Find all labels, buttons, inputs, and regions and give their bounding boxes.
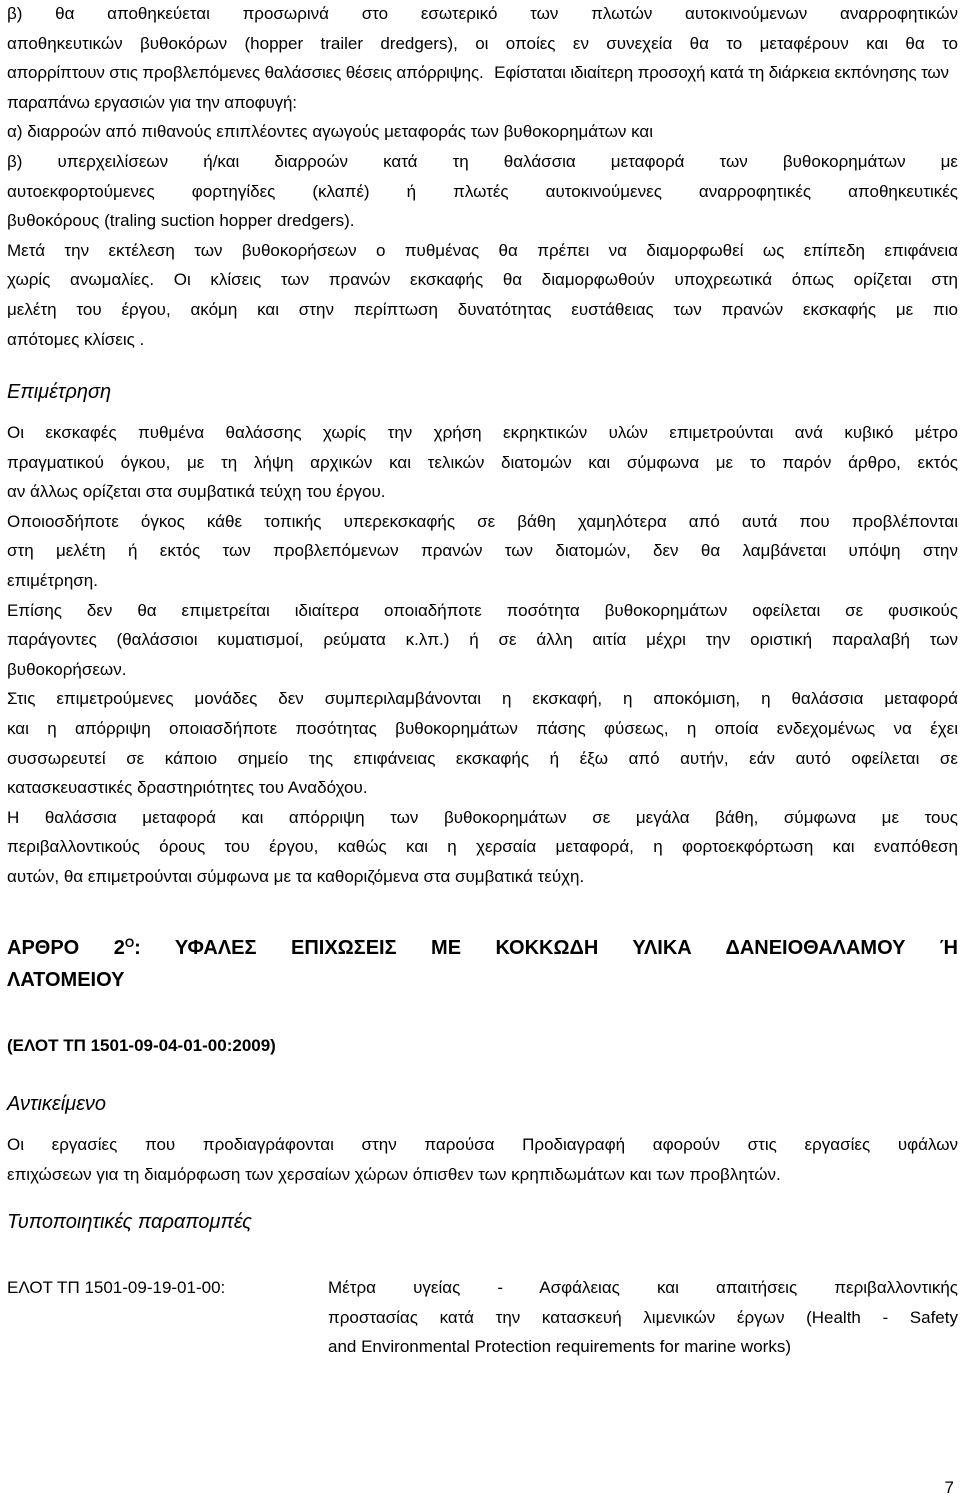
text-line: πραγματικού όγκου, με τη λήψη αρχικών και τελικών διατομών και σύμφωνα με το παρόν άρθρο, εκτός [7,452,958,472]
text-line: αυτών, θα επιμετρούνται σύμφωνα με τα καθοριζόμενα στα συμβατικά τεύχη. [7,866,585,886]
reference-entry [7,1273,958,1362]
text-line: απότομες κλίσεις . [7,329,145,349]
text-line: Στις επιμετρούμενες μονάδες δεν συμπεριλαμβάνονται η εκσκαφή, η αποκόμιση, η θαλάσσια μεταφορά [7,689,958,709]
text-line: β) θα αποθηκεύεται προσωρινά στο εσωτερικό των πλωτών αυτοκινούμενων αναρροφητικών [7,4,958,23]
text-line: μελέτη του έργου, ακόμη και στην περίπτωση δυνατότητας ευστάθειας των πρανών εκσκαφής με πιο [7,299,958,319]
text-line: Η θαλάσσια μεταφορά και απόρριψη των βυθοκορημάτων σε μεγάλα βάθη, σύμφωνα με τους [7,807,958,827]
text-line: α) διαρροών από πιθανούς επιπλέοντες αγωγούς μεταφοράς των βυθοκορημάτων και [7,122,653,142]
text-line: Μετά την εκτέλεση των βυθοκορήσεων ο πυθμένας θα πρέπει να διαμορφωθεί ως επίπεδη επιφάνεια [7,240,958,260]
text-line: and Environmental Protection requirements for marine works) [328,1337,791,1357]
article-title-line: ΛΑΤΟΜΕΙΟΥ [7,969,125,991]
text-line [7,58,958,117]
text-line: βυθοκορήσεων. [7,659,127,679]
text-segment: Εφίσταται ιδιαίτερη προσοχή κατά τη διάρκεια εκπόνησης των παραπάνω εργασιών για την αποφυγή: [7,63,949,112]
text-line: επιμέτρηση. [7,570,98,590]
spec-code: (ΕΛΟΤ ΤΠ 1501-09-04-01-00:2009) [7,1036,276,1055]
text-line: Οι εργασίες που προδιαγράφονται στην παρούσα Προδιαγραφή αφορούν στις εργασίες υφάλων [7,1135,958,1154]
text-line: Οποιοσδήποτε όγκος κάθε τοπικής υπερεκσκαφής σε βάθη χαμηλότερα από αυτά που προβλέπονται [7,511,958,531]
text-line: β) υπερχειλίσεων ή/και διαρροών κατά τη θαλάσσια μεταφορά των βυθοκορημάτων με [7,151,958,171]
page-number: 7 [944,1478,954,1497]
article-ordinal: Ο [124,936,135,950]
article-number: ΑΡΘΡΟ 2 [7,937,125,959]
text-line: χωρίς ανωμαλίες. Οι κλίσεις των πρανών εκσκαφής θα διαμορφωθούν υποχρεωτικά όπως ορίζεται στη [7,270,958,290]
text-line: συσσωρευτεί σε κάποιο σημείο της επιφάνειας εκσκαφής ή έξω από αυτήν, εάν αυτό οφείλεται σε [7,748,958,768]
section-heading-references: Τυποποιητικές παραπομπές [7,1211,252,1233]
text-line: αν άλλως ορίζεται στα συμβατικά τεύχη του έργου. [7,482,386,502]
text-line: αυτοεκφορτούμενες φορτηγίδες (κλαπέ) ή πλωτές αυτοκινούμενες αναρροφητικές αποθηκευτικές [7,181,958,201]
reference-description [328,1273,958,1362]
text-segment: απορρίπτουν στις προβλεπόμενες θαλάσσιες θέσεις απόρριψης. [7,63,484,83]
text-line: βυθοκόρους (traling suction hopper dredgers). [7,211,355,231]
reference-code: ΕΛΟΤ ΤΠ 1501-09-19-01-00: [7,1278,226,1297]
article-title-line [7,932,958,964]
text-line: Οι εκσκαφές πυθμένα θαλάσσης χωρίς την χρήση εκρηκτικών υλών επιμετρούνται ανά κυβικό μέτρο [7,423,958,442]
section-heading-subject: Αντικείμενο [7,1093,107,1115]
text-line: επιχώσεων για τη διαμόρφωση των χερσαίων χώρων όπισθεν των κρηπιδωμάτων και των προβλητών. [7,1164,781,1184]
text-line: Επίσης δεν θα επιμετρείται ιδιαίτερα οποιαδήποτε ποσότητα βυθοκορημάτων οφείλεται σε φυσικούς [7,600,958,620]
text-line: κατασκευαστικές δραστηριότητες του Αναδόχου. [7,778,368,798]
measurement-body [7,418,958,892]
text-line: αποθηκευτικών βυθοκόρων (hopper trailer dredgers), οι οποίες εν συνεχεία θα το μεταφέρουν και θα το [7,33,958,53]
text-line: προστασίας κατά την κατασκευή λιμενικών έργων (Health - Safety [328,1307,958,1327]
text-line: Μέτρα υγείας - Ασφάλειας και απαιτήσεις περιβαλλοντικής [328,1278,958,1297]
section-heading-measurement: Επιμέτρηση [7,381,112,403]
intro-paragraph [7,0,958,354]
article-title-text: : ΥΦΑΛΕΣ ΕΠΙΧΩΣΕΙΣ ΜΕ ΚΟΚΚΩΔΗ ΥΛΙΚΑ ΔΑΝΕΙΟΘΑΛΑΜΟΥ Ή [134,937,958,959]
text-line: και η απόρριψη οποιασδήποτε ποσότητας βυθοκορημάτων πάσης φύσεως, η οποία ενδεχομένως να έχει [7,718,958,738]
subject-body [7,1130,958,1189]
text-line: περιβαλλοντικούς όρους του έργου, καθώς και η χερσαία μεταφορά, η φορτοεκφόρτωση και εναπόθεση [7,837,958,857]
text-line: στη μελέτη ή εκτός των προβλεπόμενων πρανών των διατομών, δεν θα λαμβάνεται υπόψη στην [7,541,958,561]
text-line: παράγοντες (θαλάσσιοι κυματισμοί, ρεύματα κ.λπ.) ή σε άλλη αιτία μέχρι την οριστική παραλαβή των [7,630,958,650]
article-title [7,932,958,996]
